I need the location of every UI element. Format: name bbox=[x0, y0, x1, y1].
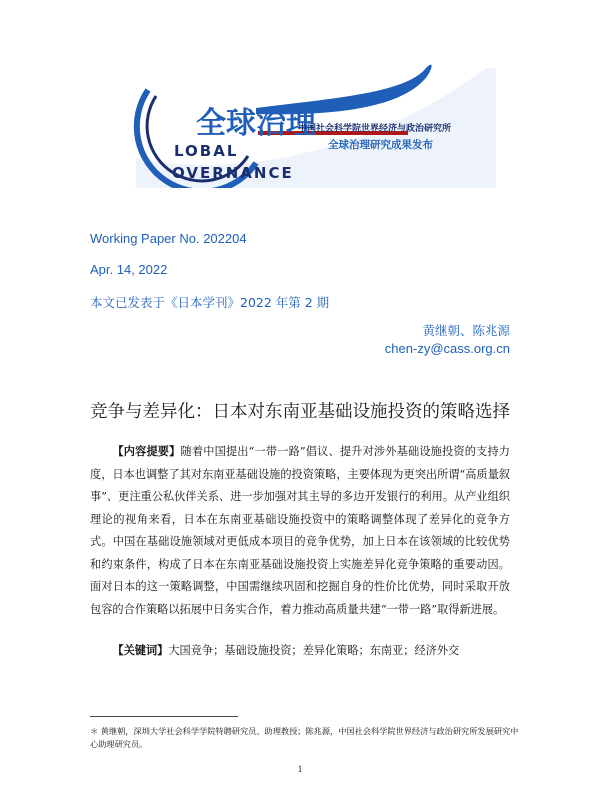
abstract bbox=[90, 441, 510, 621]
keywords bbox=[90, 640, 510, 662]
author-email[interactable]: chen-zy@cass.org.cn bbox=[384, 341, 510, 356]
abstract-text: 随着中国提出“一带一路”倡议、提升对涉外基础设施投资的支持力度，日本也调整了其对东南亚基础设施的投资策略，主要体现为更突出所谓“高质量叙事”、更注重公私伙伴关系、进一步加强对其主导的多边开发银行的利用。从产业组织理论的视角来看，日本在东南亚基础设施投资中的策略调整体现了差异化的竞争方式。中国在基础设施领域对更低成本项目的竞争优势，加上日本在该领域的比较优势和约束条件，构成了日本在东南亚基础设施投资上实施差异化竞争策略的重要动因。面对日本的这一策略调整，中国需继续巩固和挖掘自身的性价比优势，同时采取开放包容的合作策略以拓展中日务实合作，着力推动高质量共建“一带一路”取得新进展。 bbox=[90, 445, 510, 616]
keywords-text: 大国竞争；基础设施投资；差异化策略；东南亚；经济外交 bbox=[168, 644, 460, 657]
abstract-lead: 【内容提要】 bbox=[112, 445, 181, 458]
author-names: 黄继朝、陈兆源 bbox=[422, 323, 510, 338]
published-note: 本文已发表于《日本学刊》2022 年第 2 期 bbox=[90, 295, 330, 310]
logo-institute: 中国社会科学院世界经济与政治研究所 bbox=[298, 124, 452, 134]
footnote: ＊ 黄继朝，深圳大学社会科学学院特聘研究员、助理教授；陈兆源，中国社会科学院世界经济与政治研究所发展研究中心助理研究员。 bbox=[90, 726, 519, 749]
logo-series: 全球治理研究成果发布 bbox=[328, 139, 433, 151]
footnote-divider bbox=[90, 716, 238, 717]
header-banner bbox=[106, 38, 496, 188]
page-number: 1 bbox=[297, 764, 303, 774]
logo-brand-en-2: OVERNANCE bbox=[172, 164, 294, 182]
global-governance-logo bbox=[106, 38, 496, 188]
keywords-lead: 【关键词】 bbox=[112, 644, 169, 657]
paper-title: 竞争与差异化：日本对东南亚基础设施投资的策略选择 bbox=[90, 402, 510, 422]
logo-brand-en-1: LOBAL bbox=[174, 142, 239, 160]
logo-brand-cn: 全球治理 bbox=[196, 106, 316, 141]
publish-date: Apr. 14, 2022 bbox=[90, 262, 168, 277]
working-paper-number: Working Paper No. 202204 bbox=[90, 231, 247, 246]
